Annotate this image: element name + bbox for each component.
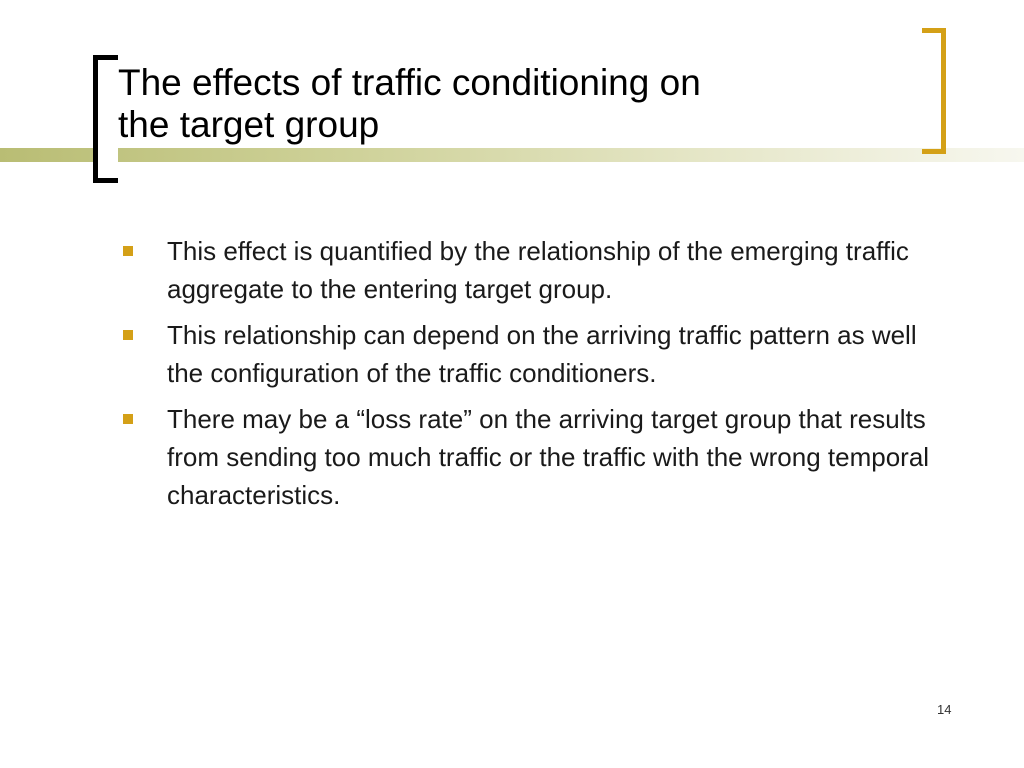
title-gradient-band xyxy=(0,148,1024,162)
title-line-1: The effects of traffic conditioning on xyxy=(118,62,701,103)
bullet-text: There may be a “loss rate” on the arriving target group that results from sending too much traffic or the traffic with the wrong temporal characteristics. xyxy=(167,404,930,510)
slide-title xyxy=(118,62,898,146)
bullet-list xyxy=(118,232,948,522)
page-number: 14 xyxy=(937,702,952,717)
left-bracket-decoration xyxy=(93,55,118,183)
bullet-item xyxy=(118,232,948,308)
bullet-item xyxy=(118,316,948,392)
square-bullet-icon xyxy=(123,414,133,424)
bullet-text: This effect is quantified by the relationship of the emerging traffic aggregate to the entering target group. xyxy=(167,236,909,304)
right-bracket-decoration xyxy=(922,28,946,154)
bullet-item xyxy=(118,400,948,514)
title-line-2: the target group xyxy=(118,104,380,145)
square-bullet-icon xyxy=(123,246,133,256)
square-bullet-icon xyxy=(123,330,133,340)
bullet-text: This relationship can depend on the arriving traffic pattern as well the configuration of the traffic conditioners. xyxy=(167,320,917,388)
